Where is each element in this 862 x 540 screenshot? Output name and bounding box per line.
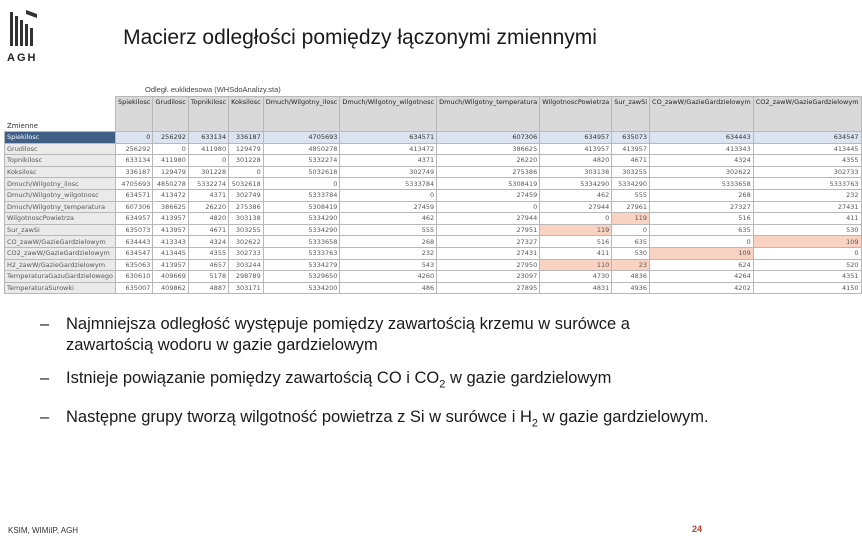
table-cell[interactable]: 119: [612, 213, 650, 225]
table-cell[interactable]: 129479: [229, 143, 264, 155]
row-header[interactable]: CO_zawW/GazieGardzielowym: [5, 236, 116, 248]
table-cell[interactable]: 413957: [612, 143, 650, 155]
table-caption: Odległ. euklidesowa (WHSdoAnalizy.sta): [145, 85, 281, 94]
bullet-text-post: w gazie gardzielowym: [445, 369, 612, 387]
table-cell[interactable]: 256292: [153, 132, 189, 144]
table-cell[interactable]: 5334290: [612, 178, 650, 190]
table-cell[interactable]: 27961: [612, 201, 650, 213]
bullet-item: [40, 407, 710, 434]
table-cell[interactable]: 27459: [340, 201, 437, 213]
table-cell[interactable]: 635007: [115, 282, 152, 294]
table-cell[interactable]: 5178: [188, 271, 228, 283]
table-cell[interactable]: 303244: [229, 259, 264, 271]
table-cell[interactable]: 23097: [437, 271, 540, 283]
bullet-text-pre: Istnieje powiązanie pomiędzy zawartością CO i CO: [66, 369, 440, 387]
row-header[interactable]: Dmuch/Wilgotny_temperatura: [5, 201, 116, 213]
table-cell[interactable]: 4657: [188, 259, 228, 271]
table-cell[interactable]: 302749: [229, 189, 264, 201]
table-cell[interactable]: 4831: [540, 282, 612, 294]
table-cell[interactable]: 5329650: [263, 271, 340, 283]
table-cell[interactable]: 0: [153, 143, 189, 155]
table-cell[interactable]: 26220: [188, 201, 228, 213]
table-cell[interactable]: 4730: [540, 271, 612, 283]
row-header[interactable]: Sur_zawSi: [5, 224, 116, 236]
bullet-subscript: 2: [531, 417, 538, 430]
row-header[interactable]: Dmuch/Wilgotny_wilgotnosc: [5, 189, 116, 201]
table-cell[interactable]: 5332274: [263, 155, 340, 167]
table-row[interactable]: [5, 155, 862, 167]
table-cell[interactable]: 516: [540, 236, 612, 248]
bullet-dash: –: [40, 369, 50, 387]
column-header[interactable]: Sur_zawSi: [612, 97, 650, 132]
table-cell[interactable]: 5332274: [188, 178, 228, 190]
row-header[interactable]: Koksilosc: [5, 166, 116, 178]
table-cell[interactable]: 5333784: [263, 189, 340, 201]
table-cell[interactable]: 27327: [650, 201, 754, 213]
table-cell[interactable]: 5032618: [263, 166, 340, 178]
table-cell[interactable]: 27950: [437, 259, 540, 271]
table-cell[interactable]: 27895: [437, 282, 540, 294]
table-cell[interactable]: 302733: [753, 166, 861, 178]
row-header[interactable]: Topnikilosc: [5, 155, 116, 167]
table-cell[interactable]: 4671: [612, 155, 650, 167]
table-cell[interactable]: 5333658: [263, 236, 340, 248]
table-cell[interactable]: 0: [540, 213, 612, 225]
table-cell[interactable]: 4324: [650, 155, 754, 167]
table-cell[interactable]: 336187: [115, 166, 152, 178]
table-cell[interactable]: 4936: [612, 282, 650, 294]
table-cell[interactable]: 5333658: [650, 178, 754, 190]
table-cell[interactable]: 0: [263, 178, 340, 190]
table-cell[interactable]: 0: [229, 166, 264, 178]
column-header[interactable]: Grudilosc: [153, 97, 189, 132]
row-header[interactable]: CO2_zawW/GazieGardzielowym: [5, 247, 116, 259]
table-cell[interactable]: 634957: [540, 132, 612, 144]
table-cell[interactable]: 5032618: [229, 178, 264, 190]
table-row[interactable]: [5, 201, 862, 213]
table-cell[interactable]: 635073: [612, 132, 650, 144]
bullet-dash: –: [40, 408, 50, 427]
table-cell[interactable]: 232: [753, 189, 861, 201]
table-cell[interactable]: 624: [650, 259, 754, 271]
table-cell[interactable]: 4351: [753, 271, 861, 283]
row-header[interactable]: Dmuch/Wilgotny_ilosc: [5, 178, 116, 190]
table-cell[interactable]: 275386: [437, 166, 540, 178]
table-row[interactable]: [5, 132, 862, 144]
table-cell[interactable]: 0: [753, 247, 861, 259]
table-cell[interactable]: 4324: [188, 236, 228, 248]
bullet-item: [40, 314, 710, 356]
table-cell[interactable]: 336187: [229, 132, 264, 144]
row-header[interactable]: TemperaturaSurowki: [5, 282, 116, 294]
table-cell[interactable]: 634571: [115, 189, 152, 201]
table-cell[interactable]: 634547: [115, 247, 152, 259]
table-cell[interactable]: 635073: [115, 224, 152, 236]
table-cell[interactable]: 386625: [437, 143, 540, 155]
table-cell[interactable]: 109: [753, 236, 861, 248]
table-cell[interactable]: 301228: [188, 166, 228, 178]
table-cell[interactable]: 634547: [753, 132, 861, 144]
table-cell[interactable]: 520: [753, 259, 861, 271]
table-cell[interactable]: 413957: [153, 224, 189, 236]
table-cell[interactable]: 543: [340, 259, 437, 271]
table-cell[interactable]: 4260: [340, 271, 437, 283]
table-cell[interactable]: 5333784: [340, 178, 437, 190]
table-cell[interactable]: 4264: [650, 271, 754, 283]
table-cell[interactable]: 302733: [229, 247, 264, 259]
table-cell[interactable]: 411980: [153, 155, 189, 167]
table-cell[interactable]: 634443: [650, 132, 754, 144]
table-cell[interactable]: 413445: [153, 247, 189, 259]
page-number: 24: [692, 524, 703, 534]
table-cell[interactable]: 4355: [753, 155, 861, 167]
column-header[interactable]: Dmuch/Wilgotny_wilgotnosc: [340, 97, 437, 132]
table-cell[interactable]: 386625: [153, 201, 189, 213]
table-cell[interactable]: 232: [340, 247, 437, 259]
table-cell[interactable]: 0: [188, 155, 228, 167]
bullet-dash: –: [40, 315, 50, 333]
table-cell[interactable]: 5334279: [263, 259, 340, 271]
table-cell[interactable]: 109: [650, 247, 754, 259]
table-cell[interactable]: 5334200: [263, 282, 340, 294]
table-row[interactable]: [5, 178, 862, 190]
table-cell[interactable]: 462: [340, 213, 437, 225]
distance-matrix-screenshot: [4, 85, 859, 293]
table-cell[interactable]: 635: [650, 224, 754, 236]
table-cell[interactable]: 413957: [153, 213, 189, 225]
table-cell[interactable]: 411: [753, 213, 861, 225]
table-cell[interactable]: 0: [340, 189, 437, 201]
row-header[interactable]: Grudilosc: [5, 143, 116, 155]
table-cell[interactable]: 275386: [229, 201, 264, 213]
corner-cell: [5, 97, 116, 132]
table-cell[interactable]: 4850278: [263, 143, 340, 155]
table-row[interactable]: [5, 271, 862, 283]
table-cell[interactable]: 0: [612, 224, 650, 236]
table-cell[interactable]: 4371: [188, 189, 228, 201]
table-row[interactable]: [5, 213, 862, 225]
table-cell[interactable]: 5334290: [540, 178, 612, 190]
table-cell[interactable]: 4820: [188, 213, 228, 225]
table-cell[interactable]: 0: [650, 236, 754, 248]
table-cell[interactable]: 635: [612, 236, 650, 248]
bullet-item: [40, 368, 710, 395]
table-cell[interactable]: 633134: [188, 132, 228, 144]
table-cell[interactable]: 27431: [753, 201, 861, 213]
table-cell[interactable]: 4820: [540, 155, 612, 167]
column-header[interactable]: CO_zawW/GazieGardzielowym: [650, 97, 754, 132]
table-cell[interactable]: 634443: [115, 236, 152, 248]
table-cell[interactable]: 23: [612, 259, 650, 271]
table-cell[interactable]: 555: [340, 224, 437, 236]
table-cell[interactable]: 27431: [437, 247, 540, 259]
table-cell[interactable]: 26220: [437, 155, 540, 167]
table-cell[interactable]: 530: [753, 224, 861, 236]
table-cell[interactable]: 555: [612, 189, 650, 201]
table-cell[interactable]: 4371: [340, 155, 437, 167]
table-cell[interactable]: 256292: [115, 143, 152, 155]
row-header[interactable]: H2_zawW/GazieGardzielowym: [5, 259, 116, 271]
table-cell[interactable]: 302622: [229, 236, 264, 248]
table-cell[interactable]: 635063: [115, 259, 152, 271]
table-cell[interactable]: 303138: [540, 166, 612, 178]
table-cell[interactable]: 413445: [753, 143, 861, 155]
table-cell[interactable]: 4355: [188, 247, 228, 259]
table-cell[interactable]: 0: [437, 201, 540, 213]
bullet-text: Najmniejsza odległość występuje pomiędzy zawartością krzemu w surówce a zawartością wodoru w gazie gardzielowym: [66, 315, 630, 354]
table-cell[interactable]: 5308419: [437, 178, 540, 190]
table-cell[interactable]: 298789: [229, 271, 264, 283]
table-cell[interactable]: 5334290: [263, 224, 340, 236]
table-cell[interactable]: 268: [650, 189, 754, 201]
table-cell[interactable]: 413343: [153, 236, 189, 248]
table-row[interactable]: [5, 259, 862, 271]
table-cell[interactable]: 634957: [115, 213, 152, 225]
table-cell[interactable]: 409862: [153, 282, 189, 294]
footer-affiliation: KSIM, WIMiIP, AGH: [8, 526, 79, 535]
table-cell[interactable]: 268: [340, 236, 437, 248]
bullet-text-post: w gazie gardzielowym.: [537, 408, 709, 427]
table-cell[interactable]: 119: [540, 224, 612, 236]
bullet-text-pre: Następne grupy tworzą wilgotność powietrza z Si w surówce i H: [66, 408, 532, 427]
row-header[interactable]: WilgotnoscPowietrza: [5, 213, 116, 225]
table-cell[interactable]: 129479: [153, 166, 189, 178]
table-cell[interactable]: 27951: [437, 224, 540, 236]
table-cell[interactable]: 302749: [340, 166, 437, 178]
table-cell[interactable]: 607306: [437, 132, 540, 144]
table-cell[interactable]: 413472: [340, 143, 437, 155]
table-cell[interactable]: 27327: [437, 236, 540, 248]
table-cell[interactable]: 530: [612, 247, 650, 259]
bullet-subscript: 2: [439, 378, 446, 391]
table-cell[interactable]: 607306: [115, 201, 152, 213]
table-cell[interactable]: 409669: [153, 271, 189, 283]
row-header[interactable]: TemperaturaGazuGardzielowego: [5, 271, 116, 283]
table-cell[interactable]: 413472: [153, 189, 189, 201]
table-cell[interactable]: 303255: [612, 166, 650, 178]
column-header[interactable]: Dmuch/Wilgotny_ilosc: [263, 97, 340, 132]
table-cell[interactable]: 110: [540, 259, 612, 271]
table-row[interactable]: [5, 224, 862, 236]
table-cell[interactable]: 4705693: [115, 178, 152, 190]
table-cell[interactable]: 4850278: [153, 178, 189, 190]
table-cell[interactable]: 486: [340, 282, 437, 294]
table-cell[interactable]: 633134: [115, 155, 152, 167]
table-cell[interactable]: 4202: [650, 282, 754, 294]
table-row[interactable]: [5, 189, 862, 201]
table-cell[interactable]: 413957: [540, 143, 612, 155]
slide-title: Macierz odległości pomiędzy łączonymi zmiennymi: [123, 26, 597, 49]
table-row[interactable]: [5, 143, 862, 155]
table-cell[interactable]: 516: [650, 213, 754, 225]
column-header[interactable]: Dmuch/Wilgotny_temperatura: [437, 97, 540, 132]
table-cell[interactable]: 27944: [540, 201, 612, 213]
table-cell[interactable]: 301228: [229, 155, 264, 167]
table-cell[interactable]: 4887: [188, 282, 228, 294]
table-cell[interactable]: 411: [540, 247, 612, 259]
column-header[interactable]: Topnikilosc: [188, 97, 228, 132]
table-cell[interactable]: 634571: [340, 132, 437, 144]
bullet-list: [40, 314, 710, 447]
table-cell[interactable]: 462: [540, 189, 612, 201]
table-cell[interactable]: 630610: [115, 271, 152, 283]
column-header[interactable]: CO2_zawW/GazieGardzielowym: [753, 97, 861, 132]
table-cell[interactable]: 303138: [229, 213, 264, 225]
column-header[interactable]: Spiekilosc: [115, 97, 152, 132]
table-cell[interactable]: 4150: [753, 282, 861, 294]
table-cell[interactable]: 5333763: [753, 178, 861, 190]
table-cell[interactable]: 303171: [229, 282, 264, 294]
table-row[interactable]: [5, 166, 862, 178]
table-cell[interactable]: 413957: [153, 259, 189, 271]
row-header[interactable]: Spiekilosc: [5, 132, 116, 144]
corner-label: Zmienne: [7, 122, 39, 130]
column-header[interactable]: Koksilosc: [229, 97, 264, 132]
table-cell[interactable]: 5334290: [263, 213, 340, 225]
distance-matrix-table: [4, 96, 862, 294]
table-cell[interactable]: 5333763: [263, 247, 340, 259]
agh-logo-text: AGH: [7, 52, 38, 64]
table-cell[interactable]: 303255: [229, 224, 264, 236]
table-cell[interactable]: 411980: [188, 143, 228, 155]
table-row[interactable]: [5, 236, 862, 248]
distance-matrix-grid: [4, 96, 859, 294]
column-header[interactable]: WilgotnoscPowietrza: [540, 97, 612, 132]
table-cell[interactable]: 4836: [612, 271, 650, 283]
table-cell[interactable]: 4671: [188, 224, 228, 236]
table-cell[interactable]: 0: [115, 132, 152, 144]
table-cell[interactable]: 413343: [650, 143, 754, 155]
table-cell[interactable]: 27459: [437, 189, 540, 201]
table-cell[interactable]: 4705693: [263, 132, 340, 144]
table-cell[interactable]: 27944: [437, 213, 540, 225]
table-cell[interactable]: 5308419: [263, 201, 340, 213]
table-row[interactable]: [5, 282, 862, 294]
table-row[interactable]: [5, 247, 862, 259]
table-cell[interactable]: 302622: [650, 166, 754, 178]
